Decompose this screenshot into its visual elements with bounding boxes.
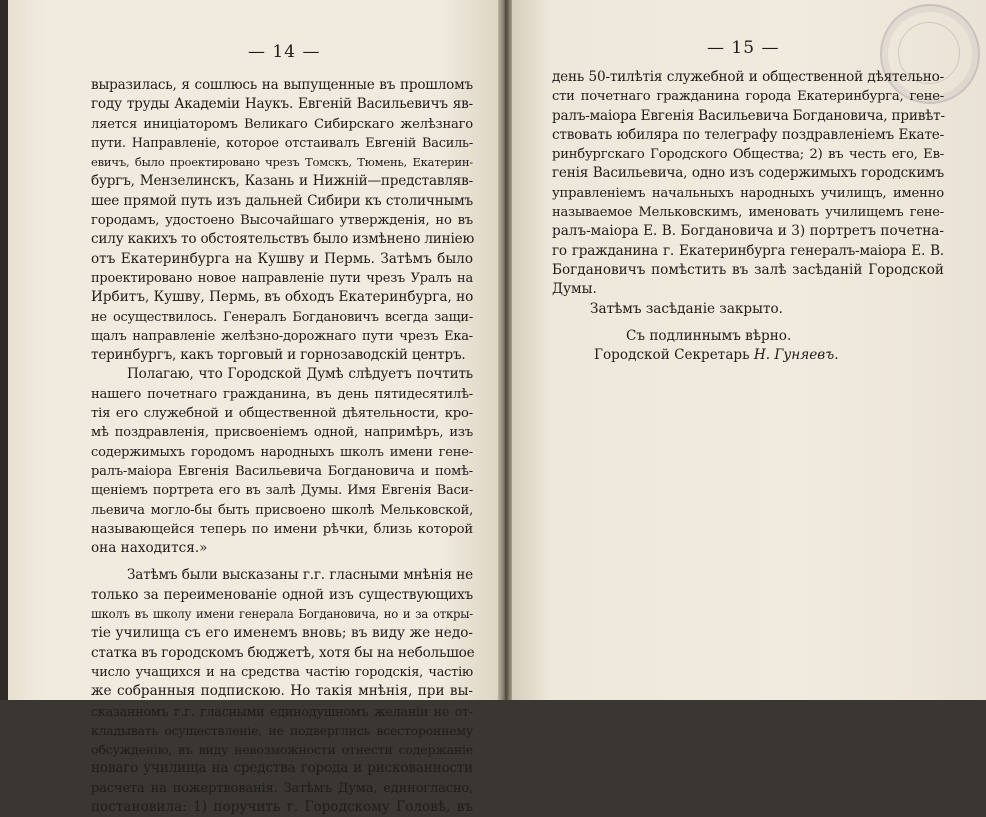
text-line: ралъ-маіора Евгенія Васильевича Богдановича, привѣт- xyxy=(552,107,945,124)
text-line: ствовать юбиляра по телеграфу поздравленіемъ Екате- xyxy=(552,126,944,143)
text-line: тіе училища съ его именемъ вновь; въ виду же недо- xyxy=(91,625,473,642)
text-line: силу какихъ то обстоятельствъ было измѣнено линіею xyxy=(91,231,475,248)
right-page-text xyxy=(552,68,944,365)
text-line: Ирбитъ, Кушву, Пермь, въ обходъ Екатеринбурга, но xyxy=(91,289,474,306)
text-line: проектировано новое направленіе пути чрезъ Уралъ на xyxy=(91,270,473,286)
text-line: выразилась, я сошлюсь на выпущенные въ прошломъ xyxy=(91,77,473,93)
text-line: евичъ, было проектировано чрезъ Томскъ, Тюмень, Екатерин- xyxy=(91,155,473,170)
text-line: ралъ-маіора Е. В. Богдановича и 3) портретъ почетна- xyxy=(552,223,944,240)
text-line: ралъ-маіора Евгенія Васильевича Богдановича и помѣ- xyxy=(91,463,473,479)
book-gutter xyxy=(498,0,512,700)
text-line: тія его служебной и общественной дѣятельности, кро- xyxy=(91,406,473,422)
text-line: году труды Академіи Наукъ. Евгеній Васильевичъ яв- xyxy=(91,96,473,113)
text-line: генія Васильевича, одно изъ содержимыхъ городскимъ xyxy=(552,165,944,182)
text-line: теринбургъ, какъ торговый и горнозаводскій центръ. xyxy=(91,347,466,364)
text-line: содержимыхъ городомъ народныхъ школъ имени гене- xyxy=(91,444,473,460)
text-line: ринбургскаго Городского Общества; 2) въ честь его, Ев- xyxy=(552,147,944,163)
text-line: бургъ, Мензелинскъ, Казань и Нижній—представляв- xyxy=(91,173,473,190)
page-number-right: — 15 — xyxy=(707,38,780,58)
text-line: мѣ поздравленія, присвоеніемъ одной, напримѣръ, изъ xyxy=(91,425,473,441)
text-line: сказанномъ г.г. гласными единодушномъ желаніи не от- xyxy=(91,703,473,719)
text-line: Думы. xyxy=(552,281,597,298)
paragraph-gap xyxy=(91,558,473,566)
text-line: пути. Направленіе, которое отстаивалъ Евгеній Василь- xyxy=(91,135,473,151)
text-line: только за переименованіе одной изъ существующихъ xyxy=(91,586,473,603)
text-line: Полагаю, что Городской Думѣ слѣдуетъ почтить xyxy=(127,366,473,383)
text-line: сти почетнаго гражданина города Екатеринбурга, гене- xyxy=(552,89,944,105)
text-line: льевича могло-бы быть присвоено школѣ Мельковской, xyxy=(91,502,473,518)
certification-line: Съ подлиннымъ вѣрно. xyxy=(626,327,792,344)
text-line: кладывать осуществленіе, не подверглись всестороннему xyxy=(91,722,473,738)
text-line: называемое Мельковскимъ, именовать училищемъ гене- xyxy=(552,205,944,221)
text-line: Богдановичъ помѣстить въ залѣ засѣданій Городской xyxy=(552,261,944,278)
text-line: новаго училища на средства города и рискованности xyxy=(91,760,473,777)
text-line: день 50-тилѣтія служебной и общественной дѣятельно- xyxy=(552,69,944,85)
text-line: ляется иниціаторомъ Великаго Сибирскаго желѣзнаго xyxy=(91,116,473,132)
text-line: расчета на пожертвованія. Затѣмъ Дума, единогласно, xyxy=(91,780,473,796)
text-line: школъ въ школу имени генерала Богдановича, но и за откры- xyxy=(91,607,473,622)
text-line: управленіемъ начальныхъ народныхъ училищъ, именно xyxy=(552,185,944,201)
text-line: постановила: 1) поручить г. Городскому Головѣ, въ xyxy=(91,798,473,815)
text-line: щалъ направленіе желѣзно-дорожнаго пути чрезъ Ека- xyxy=(91,328,473,344)
text-line: она находится.» xyxy=(91,540,208,557)
text-line: го гражданина г. Екатеринбурга генералъ-маіора Е. В. xyxy=(552,242,944,259)
text-line: нашего почетнаго гражданина, въ день пятидесятилѣ- xyxy=(91,386,473,402)
right-page xyxy=(512,0,986,700)
text-line: городамъ, удостоено Высочайшаго утвержденія, но въ xyxy=(91,213,473,229)
text-line: отъ Екатеринбурга на Кушву и Пермь. Затѣмъ было xyxy=(91,250,473,267)
text-line: не осуществилось. Генералъ Богдановичъ всегда защи- xyxy=(91,309,473,325)
text-line: щеніемъ портрета его въ залѣ Думы. Имя Евгенія Васи- xyxy=(91,483,473,499)
paragraph-gap xyxy=(552,319,944,327)
text-line: Затѣмъ засѣданіе закрыто. xyxy=(590,300,783,317)
page-number-left: — 14 — xyxy=(248,42,321,62)
text-line: Затѣмъ были высказаны г.г. гласными мнѣнія не xyxy=(127,567,473,584)
text-line: же собранныя подпискою. Но такія мнѣнія, при вы- xyxy=(91,683,473,700)
secretary-signature-line xyxy=(552,346,944,365)
text-line: шее прямой путь изъ дальней Сибири къ столичнымъ xyxy=(91,192,473,209)
text-line: число учащихся и на средства частію городскія, частію xyxy=(91,664,473,680)
secretary-name: Н. Гуняевъ. xyxy=(753,347,839,364)
book-edge xyxy=(0,0,8,700)
text-line: называющейся теперь по имени рѣчки, близь которой xyxy=(91,521,473,537)
left-page-text xyxy=(91,76,473,817)
text-line: обсужденію, въ виду невозможности отнести содержаніе xyxy=(91,742,473,758)
secretary-title: Городской Секретарь xyxy=(594,347,750,364)
left-page xyxy=(8,0,498,815)
text-line: статка въ городскомъ бюджетѣ, хотя бы на небольшое xyxy=(91,644,475,661)
